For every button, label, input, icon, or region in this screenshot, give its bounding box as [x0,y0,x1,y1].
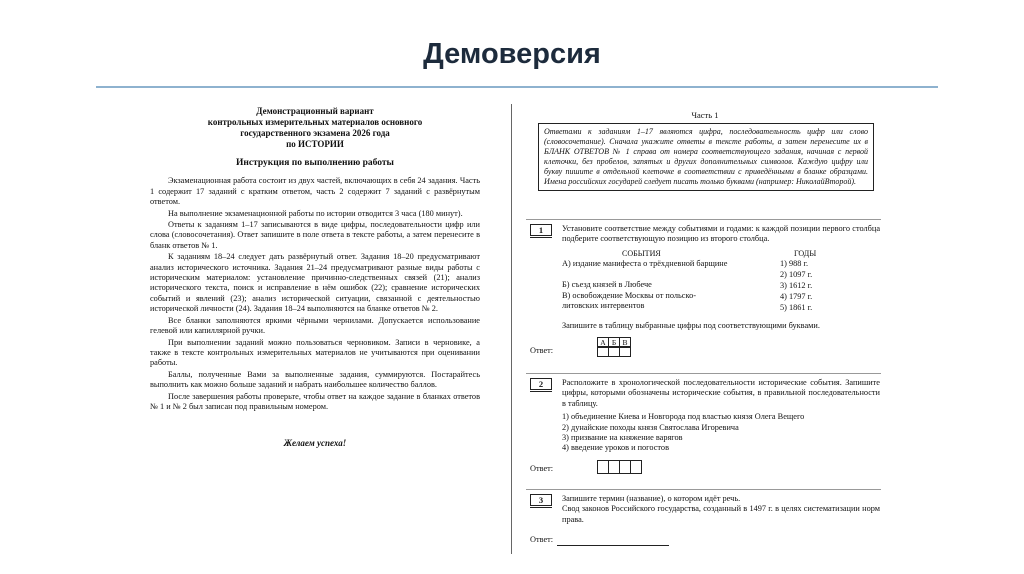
heading-line: контрольных измерительных материалов основного [207,117,423,127]
task-separator [526,489,881,490]
answer-row [530,337,880,359]
answer-cell[interactable] [630,460,642,474]
task-3 [530,494,880,546]
match-table [562,249,862,313]
part-title: Часть 1 [691,110,719,120]
answer-row [530,535,880,545]
order-item: 1) объединение Киева и Новгорода под властью князя Олега Вещего [562,412,805,422]
answer-cells [598,347,631,357]
task-instruction: Запишите в таблицу выбранные цифры под соответствующими буквами. [562,320,820,330]
answer-label: Ответ: [530,346,554,356]
instruction-paragraph: После завершения работы проверьте, чтобы ответ на каждое задание в бланках ответов № 1 и № 2 был записан под правильным номером. [150,391,480,411]
event-item: Б) съезд князей в Любече [562,279,652,289]
task-text: Запишите термин (название), о котором идёт речь. [562,494,741,503]
order-item: 2) дунайские походы князя Святослава Игоревича [562,422,739,432]
instruction-paragraph: Все бланки заполняются яркими чёрными чернилами. Допускается использование гелевой или капиллярной ручки. [150,315,480,336]
answer-instructions-box: Ответами к заданиям 1–17 являются цифра, последовательность цифр или слово (словосочетание). Сначала укажите ответы в тексте работы, а затем перенесите их в БЛАНК ОТВЕТОВ № 1 справа от номера соответствующего задания, начиная с первой клеточки, без пробелов, запятых и других дополнительных символов. Каждую цифру или букву пишите в отдельной клеточке в соответствии с приведёнными в бланке образцами. Имена российских государей следует писать только буквами (например: НиколайВторой). [538,123,874,191]
event-item: А) издание манифеста о трёхдневной барщине [562,258,728,268]
event-item: В) освобождение Москвы от польско-литовских интервентов [562,290,697,311]
year-item: 1) 988 г. [780,258,809,268]
year-item: 2) 1097 г. [780,269,813,279]
answer-row [530,460,880,482]
instruction-paragraph: Экзаменационная работа состоит из двух частей, включающих в себя 24 задания. Часть 1 содержит 17 заданий с кратким ответом, часть 2 содержит 7 заданий с развёрнутым ответом. [150,176,480,207]
year-item: 4) 1797 г. [780,291,813,301]
task-text: Установите соответствие между событиями и годами: к каждой позиции первого столбца подберите соответствующую позицию из второго столбца. [562,224,880,244]
task-number: 3 [530,494,552,506]
letter-cell: В [619,337,631,347]
good-luck-wish: Желаем успеха! [283,438,347,449]
page-divider [511,104,512,554]
heading-line: государственного экзамена 2026 года [240,128,390,138]
letter-cell: А [597,337,609,347]
order-item: 4) введение уроков и погостов [562,443,670,453]
instructions-page [150,106,480,449]
slide-title: Демоверсия [423,38,601,70]
answer-grid [598,337,631,347]
task-text: Свод законов Российского государства, созданный в 1497 г. в целях систематизации норм права. [562,504,880,524]
task-separator [526,219,881,220]
order-list [562,412,880,454]
answer-cell[interactable] [619,347,631,357]
document-heading [150,106,480,150]
heading-line: Демонстрационный вариант [256,106,374,116]
instruction-paragraph: Ответы к заданиям 1–17 записываются в виде цифры, последовательности цифр или слова (словосочетания). Ответ запишите в поле ответа в тексте работы, а затем перенесите в бланк ответов № 1. [150,220,480,250]
task-number: 1 [530,224,552,236]
order-item: 3) призвание на княжение варягов [562,433,683,443]
task-number: 2 [530,378,552,390]
title-underline [96,86,938,88]
instruction-paragraph: К заданиям 18–24 следует дать развёрнутый ответ. Задания 18–20 предусматривают анализ исторического источника. Задания 21–24 предусматривают разные виды работы с историческим материалом: установление причинно-следственных связей (21); анализ исторического текста, поиск и исправление в нём ошибок (22); сравнение исторических событий и явлений (23); анализ исторической ситуации, связанной с деятельностью исторической личности (24). Задания 18–24 выполняются на бланке ответов № 2. [150,252,480,314]
years-header: ГОДЫ [794,248,817,258]
task-text: Расположите в хронологической последовательности исторические события. Запишите цифры, которыми обозначены исторические события, в правильной последовательности в таблицу. [562,378,880,408]
year-item: 5) 1861 г. [780,302,813,312]
answer-line[interactable] [557,538,669,546]
task-1 [530,224,880,359]
part1-header [530,110,880,191]
year-item: 3) 1612 г. [780,280,813,290]
task-2 [530,378,880,482]
instruction-paragraph: При выполнении заданий можно пользоваться черновиком. Записи в черновике, а также в тексте контрольных измерительных материалов не учитываются при оценивании работы. [150,337,480,368]
events-header: СОБЫТИЯ [622,248,661,258]
answer-grid [598,460,642,474]
task-separator [526,373,881,374]
answer-label: Ответ: [530,463,554,473]
instruction-paragraph: Баллы, полученные Вами за выполненные задания, суммируются. Постарайтесь выполнить как можно больше заданий и набрать наибольшее количество баллов. [150,369,480,390]
letter-cell: Б [608,337,620,347]
instruction-paragraph: На выполнение экзаменационной работы по истории отводится 3 часа (180 минут). [168,208,463,218]
instructions-title: Инструкция по выполнению работы [236,158,394,168]
heading-line: по ИСТОРИИ [286,139,344,149]
answer-label: Ответ: [530,535,554,545]
